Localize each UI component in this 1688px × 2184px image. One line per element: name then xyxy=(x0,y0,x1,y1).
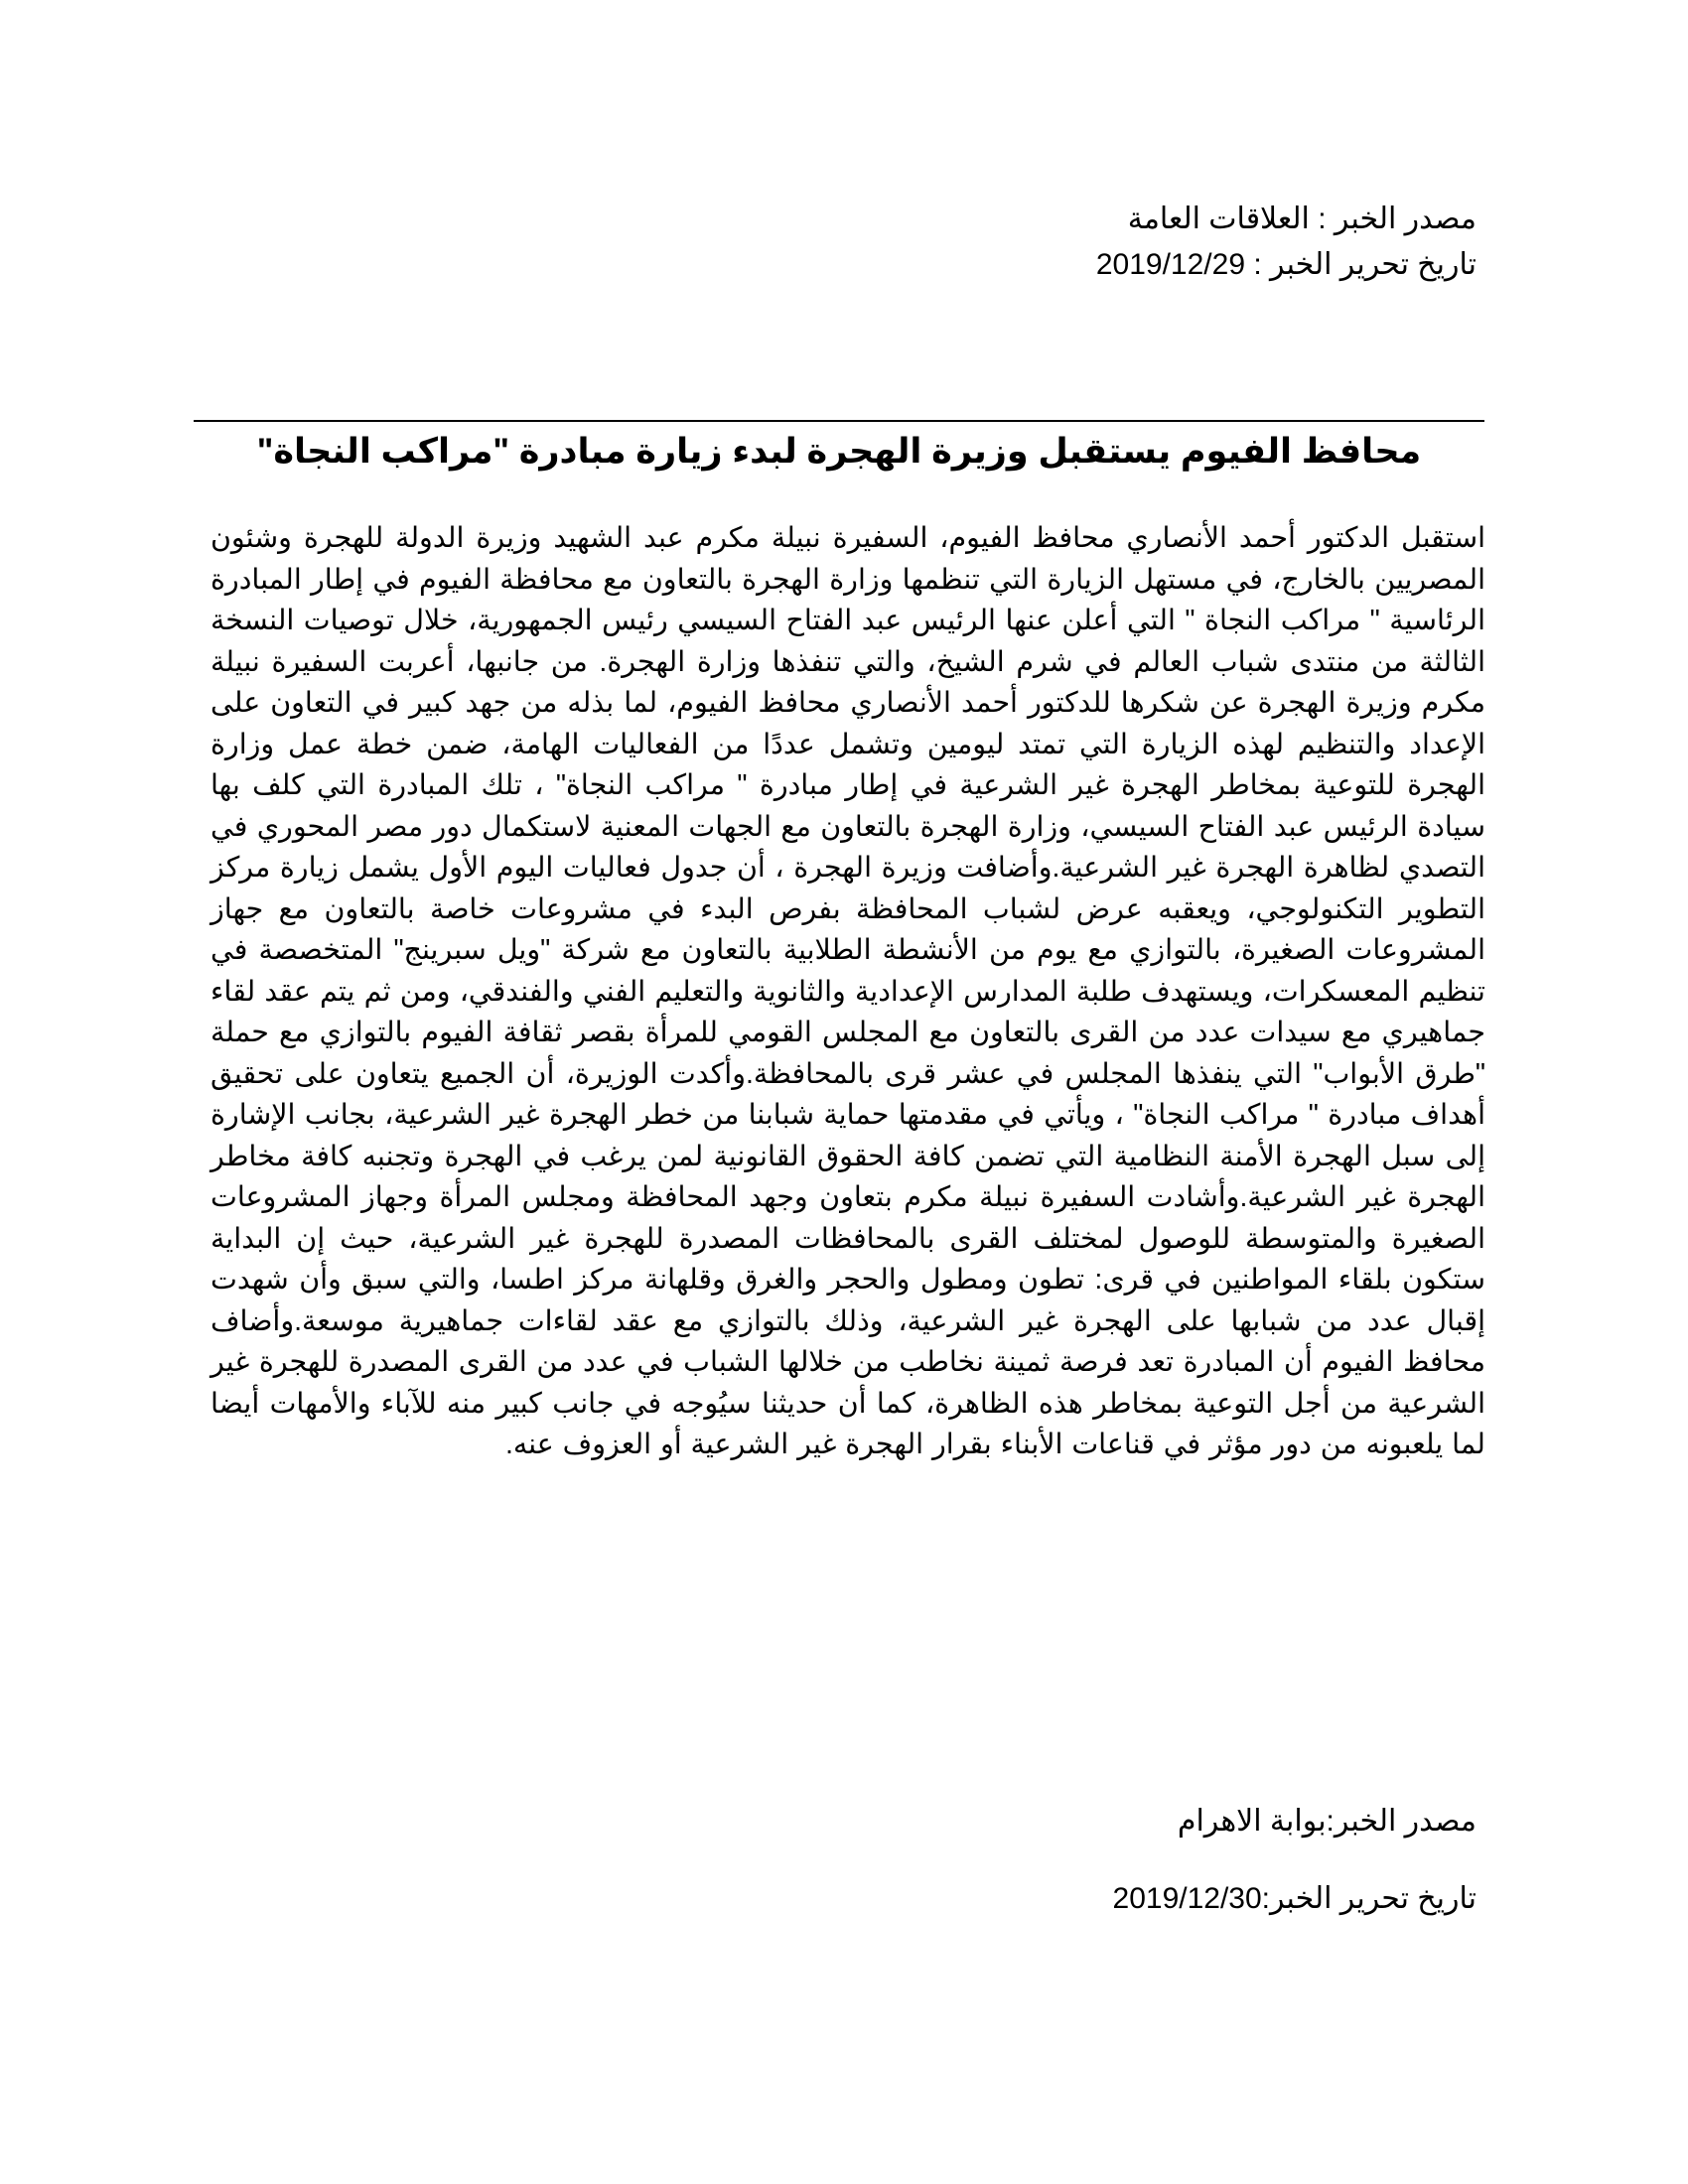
news-date-footer: تاريخ تحرير الخبر:2019/12/30 xyxy=(1112,1882,1477,1915)
article-body: استقبل الدكتور أحمد الأنصاري محافظ الفيوم، السفيرة نبيلة مكرم عبد الشهيد وزيرة الدولة للهجرة وشئون المصريين بالخارج، في مستهل الزيارة التي تنظمها وزارة الهجرة بالتعاون مع محافظة الفيوم في إطار المبادرة الرئاسية " مراكب النجاة " التي أعلن عنها الرئيس عبد الفتاح السيسي رئيس الجمهورية، خلال توصيات النسخة الثالثة من منتدى شباب العالم في شرم الشيخ، والتي تنفذها وزارة الهجرة. من جانبها، أعربت السفيرة نبيلة مكرم وزيرة الهجرة عن شكرها للدكتور أحمد الأنصاري محافظ الفيوم، لما بذله من جهد كبير في التعاون على الإعداد والتنظيم لهذه الزيارة التي تمتد ليومين وتشمل عددًا من الفعاليات الهامة، ضمن خطة عمل وزارة الهجرة للتوعية بمخاطر الهجرة غير الشرعية في إطار مبادرة " مراكب النجاة" ، تلك المبادرة التي كلف بها سيادة الرئيس عبد الفتاح السيسي، وزارة الهجرة بالتعاون مع الجهات المعنية لاستكمال دور مصر المحوري في التصدي لظاهرة الهجرة غير الشرعية.وأضافت وزيرة الهجرة ، أن جدول فعاليات اليوم الأول يشمل زيارة مركز التطوير التكنولوجي، ويعقبه عرض لشباب المحافظة بفرص البدء في مشروعات خاصة بالتعاون مع جهاز المشروعات الصغيرة، بالتوازي مع يوم من الأنشطة الطلابية بالتعاون مع شركة "ويل سبرينج" المتخصصة في تنظيم المعسكرات، ويستهدف طلبة المدارس الإعدادية والثانوية والتعليم الفني والفندقي، ومن ثم يتم عقد لقاء جماهيري مع سيدات عدد من القرى بالتعاون مع المجلس القومي للمرأة بقصر ثقافة الفيوم بالتوازي مع حملة "طرق الأبواب" التي ينفذها المجلس في عشر قرى بالمحافظة.وأكدت الوزيرة، أن الجميع يتعاون على تحقيق أهداف مبادرة " مراكب النجاة" ، ويأتي في مقدمتها حماية شبابنا من خطر الهجرة غير الشرعية، بجانب الإشارة إلى سبل الهجرة الأمنة النظامية التي تضمن كافة الحقوق القانونية لمن يرغب في الهجرة وتجنبه كافة مخاطر الهجرة غير الشرعية.وأشادت السفيرة نبيلة مكرم بتعاون وجهد المحافظة ومجلس المرأة وجهاز المشروعات الصغيرة والمتوسطة للوصول لمختلف القرى بالمحافظات المصدرة للهجرة غير الشرعية، حيث إن البداية ستكون بلقاء المواطنين في قرى: تطون ومطول والحجر والغرق وقلهانة مركز اطسا، والتي سبق وأن شهدت إقبال عدد من شبابها على الهجرة غير الشرعية، وذلك بالتوازي مع عقد لقاءات جماهيرية موسعة.وأضاف محافظ الفيوم أن المبادرة تعد فرصة ثمينة نخاطب من خلالها الشباب في عدد من القرى المصدرة للهجرة غير الشرعية من أجل التوعية بمخاطر هذه الظاهرة، كما أن حديثنا سيُوجه في جانب كبير منه للآباء والأمهات أيضا لما يلعبونه من دور مؤثر في قناعات الأبناء بقرار الهجرة غير الشرعية أو العزوف عنه. xyxy=(211,522,1485,1460)
article-title: محافظ الفيوم يستقبل وزيرة الهجرة لبدء زيارة مبادرة "مراكب النجاة" xyxy=(256,432,1422,471)
news-date: تاريخ تحرير الخبر : 2019/12/29 xyxy=(1095,248,1477,281)
news-meta-header xyxy=(384,197,1477,288)
news-source: مصدر الخبر : العلاقات العامة xyxy=(1127,203,1477,235)
news-source-footer: مصدر الخبر:بوابة الاهرام xyxy=(1177,1805,1477,1838)
